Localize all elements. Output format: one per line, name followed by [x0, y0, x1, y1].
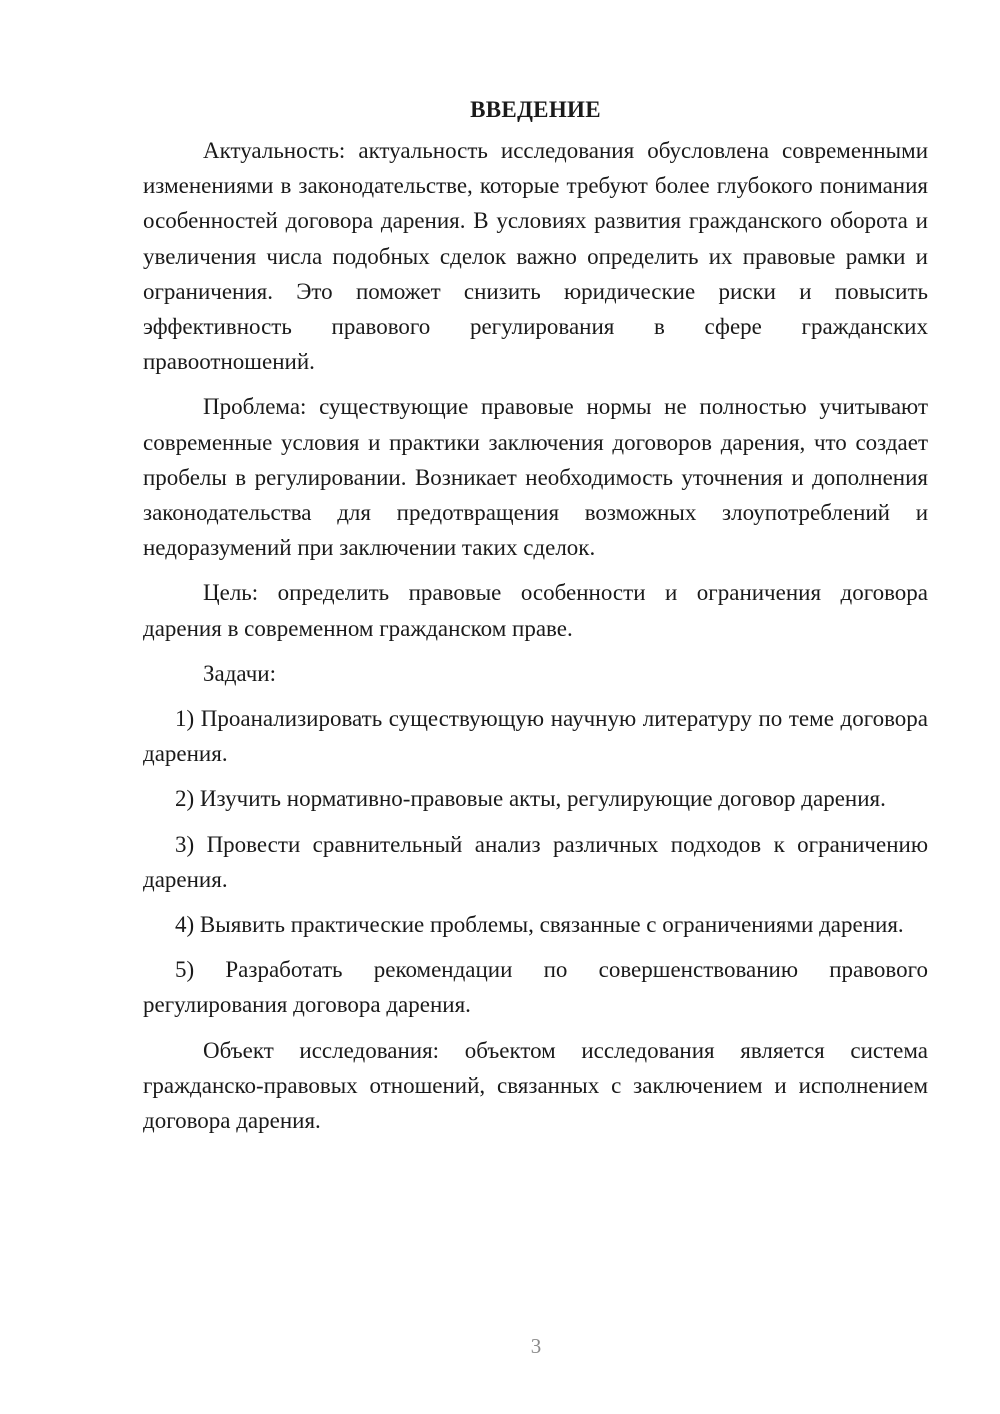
task-item-1: 1) Проанализировать существующую научную литературу по теме договора дарения.: [143, 706, 928, 767]
task-item-5: 5) Разработать рекомендации по совершенствованию правового регулирования договора дарения.: [143, 957, 928, 1018]
page-number: 3: [530, 1334, 542, 1358]
task-item-3: 3) Провести сравнительный анализ различных подходов к ограничению дарения.: [143, 831, 928, 892]
task-item-4: 4) Выявить практические проблемы, связанные с ограничениями дарения.: [175, 912, 904, 938]
tasks-label: Задачи:: [203, 660, 276, 686]
relevance-paragraph: Актуальность: актуальность исследования обусловлена современными изменениями в законодательстве, которые требуют более глубокого понимания особенностей договора дарения. В условиях развития гражданского оборота и увеличения числа подобных сделок важно определить их правовые рамки и ограничения. Это поможет снизить юридические риски и повысить эффективность правового регулирования в сфере гражданских правоотношений.: [143, 138, 928, 375]
problem-paragraph: Проблема: существующие правовые нормы не полностью учитывают современные условия и практики заключения договоров дарения, что создает пробелы в регулировании. Возникает необходимость уточнения и дополнения законодательства для предотвращения возможных злоупотреблений и недоразумений при заключении таких сделок.: [143, 394, 928, 561]
task-item-2: 2) Изучить нормативно-правовые акты, регулирующие договор дарения.: [175, 786, 886, 812]
object-paragraph: Объект исследования: объектом исследования является система гражданско-правовых отношений, связанных с заключением и исполнением договора дарения.: [143, 1037, 928, 1134]
section-heading: ВВЕДЕНИЕ: [470, 97, 601, 122]
goal-paragraph: Цель: определить правовые особенности и ограничения договора дарения в современном гражданском праве.: [143, 580, 928, 641]
document-body: [143, 92, 928, 1148]
